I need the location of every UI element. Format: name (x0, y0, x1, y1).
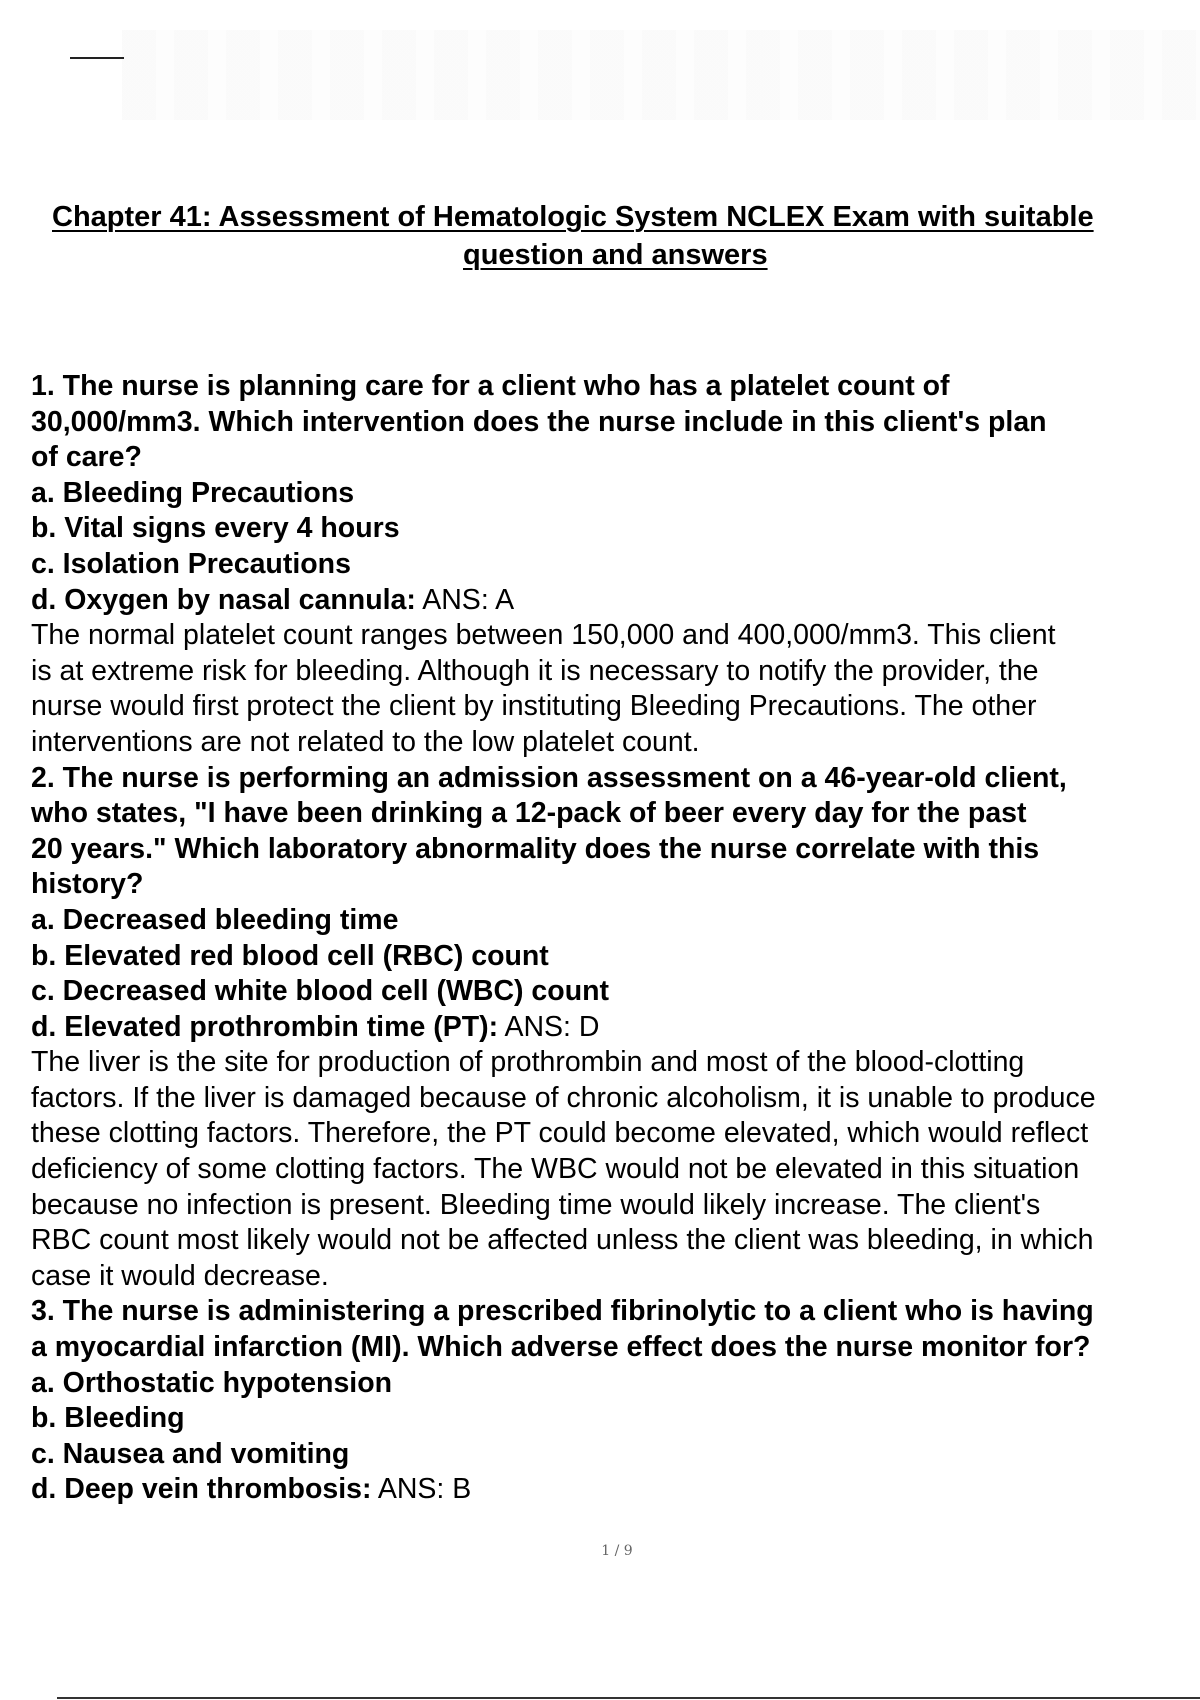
question-3-option-c: c. Nausea and vomiting (31, 1437, 350, 1470)
question-2-rationale-line: factors. If the liver is damaged because of chronic alcoholism, it is unable to produce (31, 1081, 1096, 1114)
question-1-rationale-line: interventions are not related to the low platelet count. (31, 725, 700, 758)
question-1-option-b: b. Vital signs every 4 hours (31, 512, 400, 545)
question-1-stem-line: of care? (31, 441, 142, 474)
question-2-option-b: b. Elevated red blood cell (RBC) count (31, 939, 549, 972)
question-1-rationale-line: is at extreme risk for bleeding. Although it is necessary to notify the provider, the (31, 654, 1039, 687)
question-2-rationale-line: case it would decrease. (31, 1259, 329, 1292)
question-3-stem-line: a myocardial infarction (MI). Which adverse effect does the nurse monitor for? (31, 1331, 1091, 1364)
document-body (31, 369, 1200, 1508)
question-3-answer: ANS: B (371, 1473, 472, 1506)
question-1-stem-line: 30,000/mm3. Which intervention does the nurse include in this client's plan (31, 405, 1047, 438)
question-1-option-d-line (31, 583, 1200, 619)
question-1-rationale-line: The normal platelet count ranges between 150,000 and 400,000/mm3. This client (31, 619, 1056, 652)
question-2-rationale-line: because no infection is present. Bleeding time would likely increase. The client's (31, 1188, 1041, 1221)
page-number: 1 / 9 (601, 1543, 633, 1559)
question-2-answer: ANS: D (498, 1010, 600, 1043)
question-3-option-d: d. Deep vein thrombosis: (31, 1473, 372, 1506)
question-3-option-d-line (31, 1472, 1200, 1508)
question-1-rationale-line: nurse would first protect the client by instituting Bleeding Precautions. The other (31, 690, 1037, 723)
question-2-stem-line: 20 years." Which laboratory abnormality does the nurse correlate with this (31, 832, 1040, 865)
document-title-line-1: Chapter 41: Assessment of Hematologic System NCLEX Exam with suitable (52, 201, 1094, 233)
question-2-option-a: a. Decreased bleeding time (31, 903, 399, 936)
question-2-rationale-line: The liver is the site for production of prothrombin and most of the blood-clotting (31, 1046, 1025, 1079)
document-title-line-2: question and answers (463, 239, 768, 271)
question-1-option-c: c. Isolation Precautions (31, 547, 351, 580)
question-2-option-d: d. Elevated prothrombin time (PT): (31, 1010, 499, 1043)
question-3-option-b: b. Bleeding (31, 1402, 185, 1435)
header-rule (70, 57, 124, 59)
document-title (0, 198, 1200, 274)
question-1-stem-line: 1. The nurse is planning care for a client who has a platelet count of (31, 370, 950, 402)
question-3-option-a: a. Orthostatic hypotension (31, 1366, 393, 1399)
question-2-rationale-line: RBC count most likely would not be affected unless the client was bleeding, in which (31, 1224, 1094, 1257)
question-1-option-d: d. Oxygen by nasal cannula: (31, 583, 416, 616)
question-2-rationale-line: these clotting factors. Therefore, the PT could become elevated, which would reflect (31, 1117, 1089, 1150)
question-1-option-a: a. Bleeding Precautions (31, 476, 355, 509)
question-2-stem-line: who states, "I have been drinking a 12-pack of beer every day for the past (31, 797, 1027, 830)
question-1-answer: ANS: A (415, 583, 515, 616)
faded-watermark-banner (122, 30, 1200, 120)
question-2-option-c: c. Decreased white blood cell (WBC) count (31, 975, 610, 1008)
question-2-stem-line: history? (31, 868, 144, 901)
question-3-stem-line: 3. The nurse is administering a prescribed fibrinolytic to a client who is having (31, 1295, 1094, 1328)
question-2-option-d-line (31, 1010, 1200, 1046)
question-2-stem-line: 2. The nurse is performing an admission assessment on a 46-year-old client, (31, 761, 1067, 794)
question-2-rationale-line: deficiency of some clotting factors. The WBC would not be elevated in this situation (31, 1153, 1080, 1186)
footer-rule (57, 1697, 1200, 1699)
